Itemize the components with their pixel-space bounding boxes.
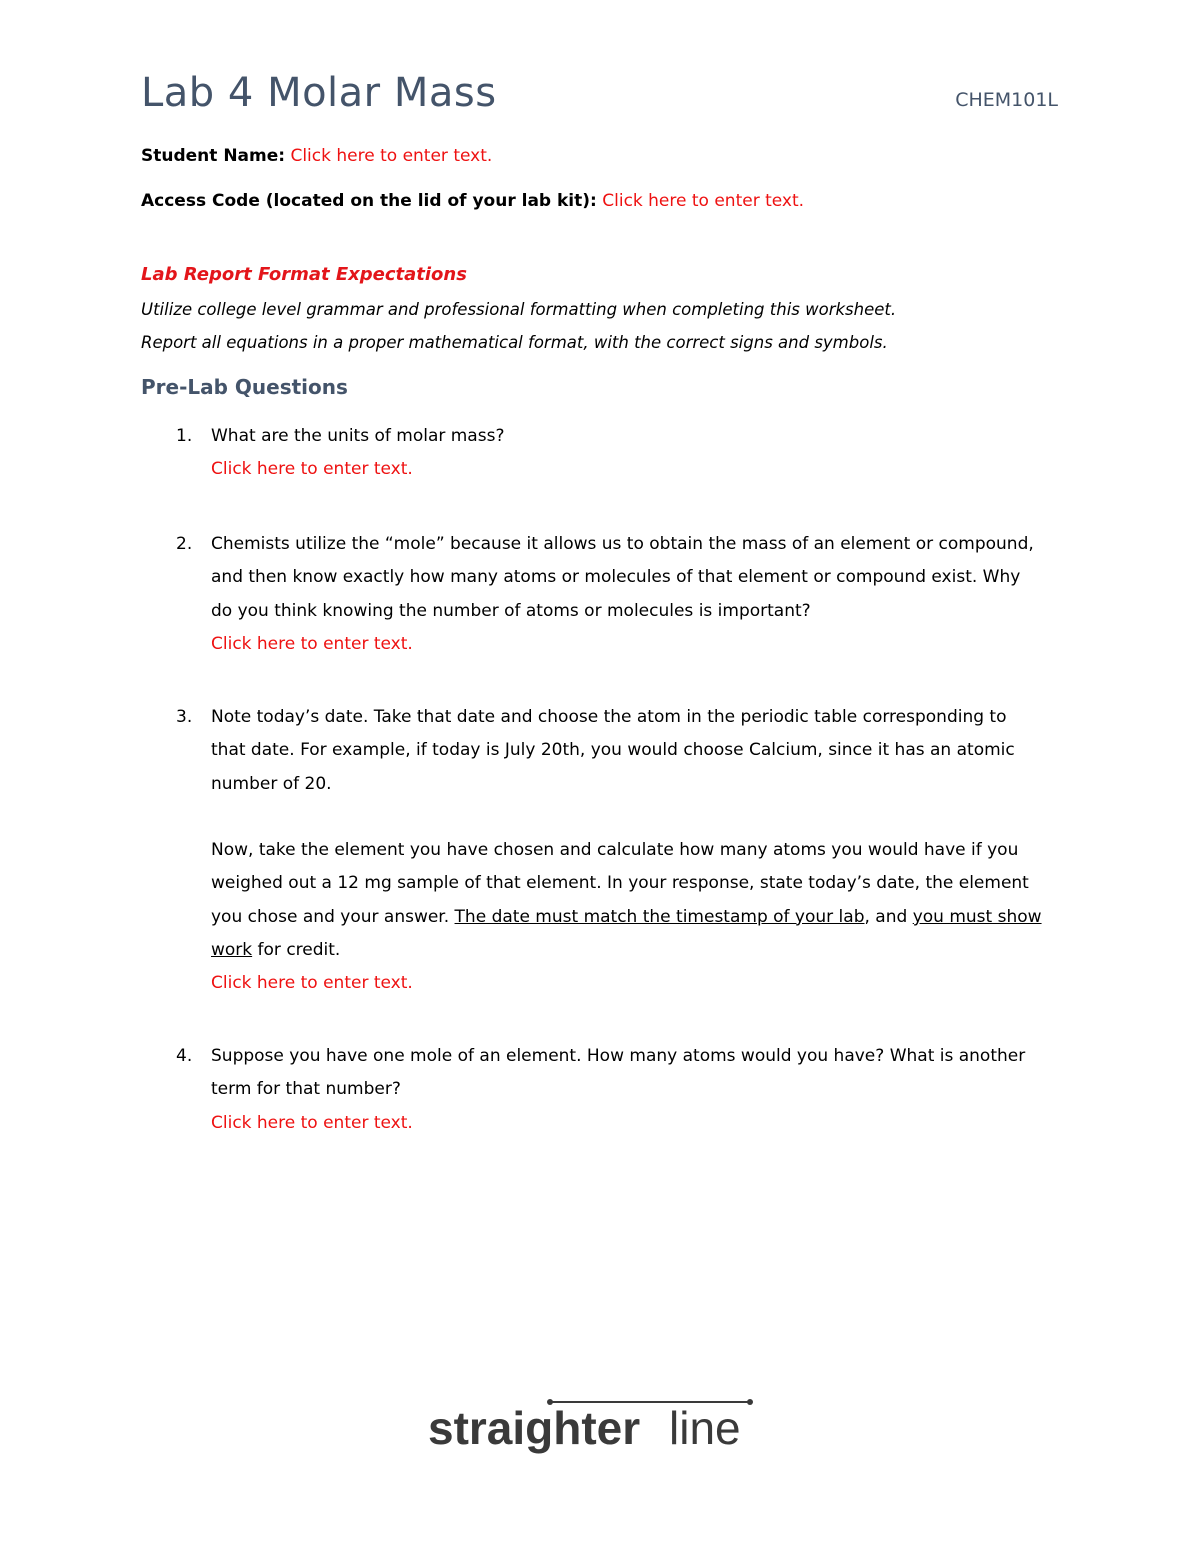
question-text-segment: for credit. — [252, 940, 341, 961]
question-text: What are the units of molar mass? — [211, 426, 505, 446]
question-1 — [141, 420, 1061, 487]
question-number: 1. — [176, 426, 193, 446]
question-text: weighed out a 12 mg sample of that element. In your response, state today’s date, the element — [211, 873, 1029, 894]
straighterline-logo — [428, 1398, 760, 1460]
format-line-1: Utilize college level grammar and professional formatting when completing this worksheet. — [141, 300, 897, 319]
prelab-heading: Pre-Lab Questions — [141, 375, 348, 399]
access-code-field[interactable]: Click here to enter text. — [602, 191, 805, 211]
question-text: Suppose you have one mole of an element. How many atoms would you have? What is another — [211, 1046, 1026, 1066]
logo-dot-right — [747, 1399, 753, 1405]
logo-wordmark-light: line — [669, 1402, 741, 1454]
question-number: 2. — [176, 534, 193, 554]
format-line-2: Report all equations in a proper mathematical format, with the correct signs and symbols. — [141, 333, 888, 352]
question-text: number of 20. — [211, 773, 332, 794]
question-text: and then know exactly how many atoms or molecules of that element or compound exist. Why — [211, 567, 1021, 588]
question-text: that date. For example, if today is July 20th, you would choose Calcium, since it has an atomic — [211, 740, 1015, 761]
underlined-requirement-show-work: you must show — [912, 906, 1042, 927]
page-title: Lab 4 Molar Mass — [141, 70, 497, 116]
underlined-requirement-work: work — [211, 940, 253, 961]
question-3 — [141, 701, 1061, 1001]
access-code-label: Access Code (located on the lid of your lab kit): — [141, 191, 597, 211]
question-text-segment: you chose and your answer. — [211, 906, 455, 927]
answer-2-field[interactable]: Click here to enter text. — [211, 633, 413, 654]
paragraph-gap — [211, 801, 1061, 834]
question-text — [211, 934, 1061, 967]
answer-3-field[interactable]: Click here to enter text. — [211, 973, 413, 994]
format-expectations-heading: Lab Report Format Expectations — [141, 264, 467, 285]
question-text: Now, take the element you have chosen and calculate how many atoms you would have if you — [211, 840, 1019, 861]
student-name-row — [141, 146, 492, 166]
question-number: 3. — [176, 707, 193, 727]
question-text: term for that number? — [211, 1079, 401, 1100]
answer-1-field[interactable]: Click here to enter text. — [211, 459, 413, 480]
answer-4-field[interactable]: Click here to enter text. — [211, 1112, 413, 1133]
question-4 — [141, 1040, 1061, 1140]
access-code-row — [141, 191, 804, 211]
question-text: Chemists utilize the “mole” because it allows us to obtain the mass of an element or compound, — [211, 534, 1034, 554]
question-text-segment: , and — [864, 906, 913, 927]
student-name-field[interactable]: Click here to enter text. — [290, 146, 493, 166]
question-2 — [141, 528, 1061, 661]
question-text: Note today’s date. Take that date and choose the atom in the periodic table corresponding to — [211, 707, 1007, 727]
question-text — [211, 901, 1061, 934]
course-code: CHEM101L — [955, 89, 1058, 111]
question-text: do you think knowing the number of atoms or molecules is important? — [211, 600, 811, 621]
question-number: 4. — [176, 1046, 193, 1066]
logo-wordmark-bold: straighter — [428, 1402, 641, 1454]
student-name-label: Student Name: — [141, 146, 286, 166]
underlined-requirement-timestamp: The date must match the timestamp of your lab — [454, 906, 865, 927]
